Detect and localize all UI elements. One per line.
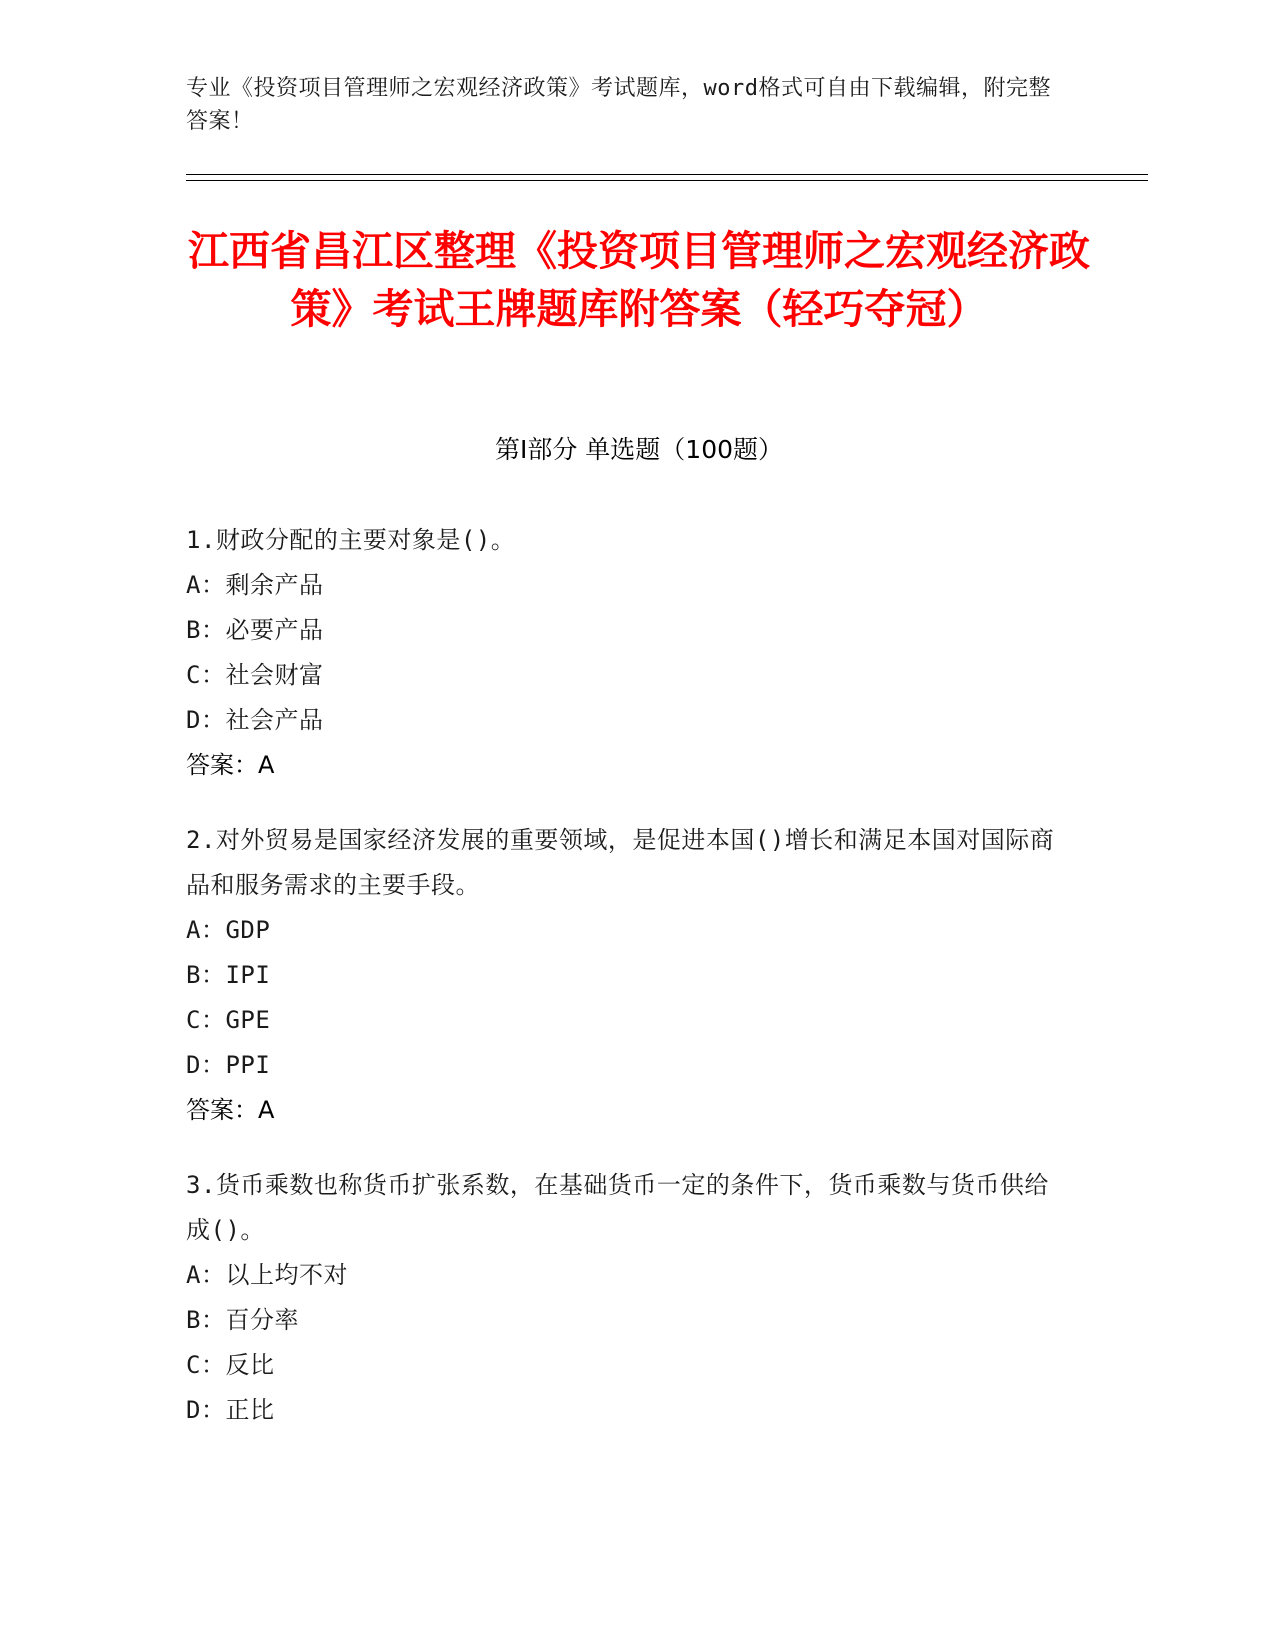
answer: 答案：A [186,751,275,779]
question-1 [186,518,1066,788]
option-a: A：GDP [186,916,271,944]
option-c: C：社会财富 [186,661,324,689]
option-d: D：社会产品 [186,706,324,734]
option-c: C：GPE [186,1006,271,1034]
option-a: A：剩余产品 [186,571,324,599]
question-stem: 2.对外贸易是国家经济发展的重要领域，是促进本国()增长和满足本国对国际商品和服务需求的主要手段。 [186,826,1055,899]
option-c: C：反比 [186,1351,275,1379]
option-b: B：百分率 [186,1306,299,1334]
question-stem: 1.财政分配的主要对象是()。 [186,526,516,554]
question-2 [186,818,1066,1133]
option-a: A：以上均不对 [186,1261,348,1289]
header-rule-bottom [186,180,1148,181]
header-note: 专业《投资项目管理师之宏观经济政策》考试题库，word格式可自由下载编辑，附完整答案！ [186,76,1051,134]
answer: 答案：A [186,1096,275,1124]
question-list [186,518,1066,1463]
header-rule-top [186,174,1148,175]
question-3 [186,1163,1066,1433]
option-d: D：正比 [186,1396,275,1424]
option-b: B：IPI [186,961,271,989]
document-title: 江西省昌江区整理《投资项目管理师之宏观经济政策》考试王牌题库附答案（轻巧夺冠） [188,227,1090,333]
question-stem: 3.货币乘数也称货币扩张系数，在基础货币一定的条件下，货币乘数与货币供给成()。 [186,1171,1049,1244]
option-d: D：PPI [186,1051,271,1079]
option-b: B：必要产品 [186,616,324,644]
section-title: 第Ⅰ部分 单选题（100题） [494,435,784,464]
